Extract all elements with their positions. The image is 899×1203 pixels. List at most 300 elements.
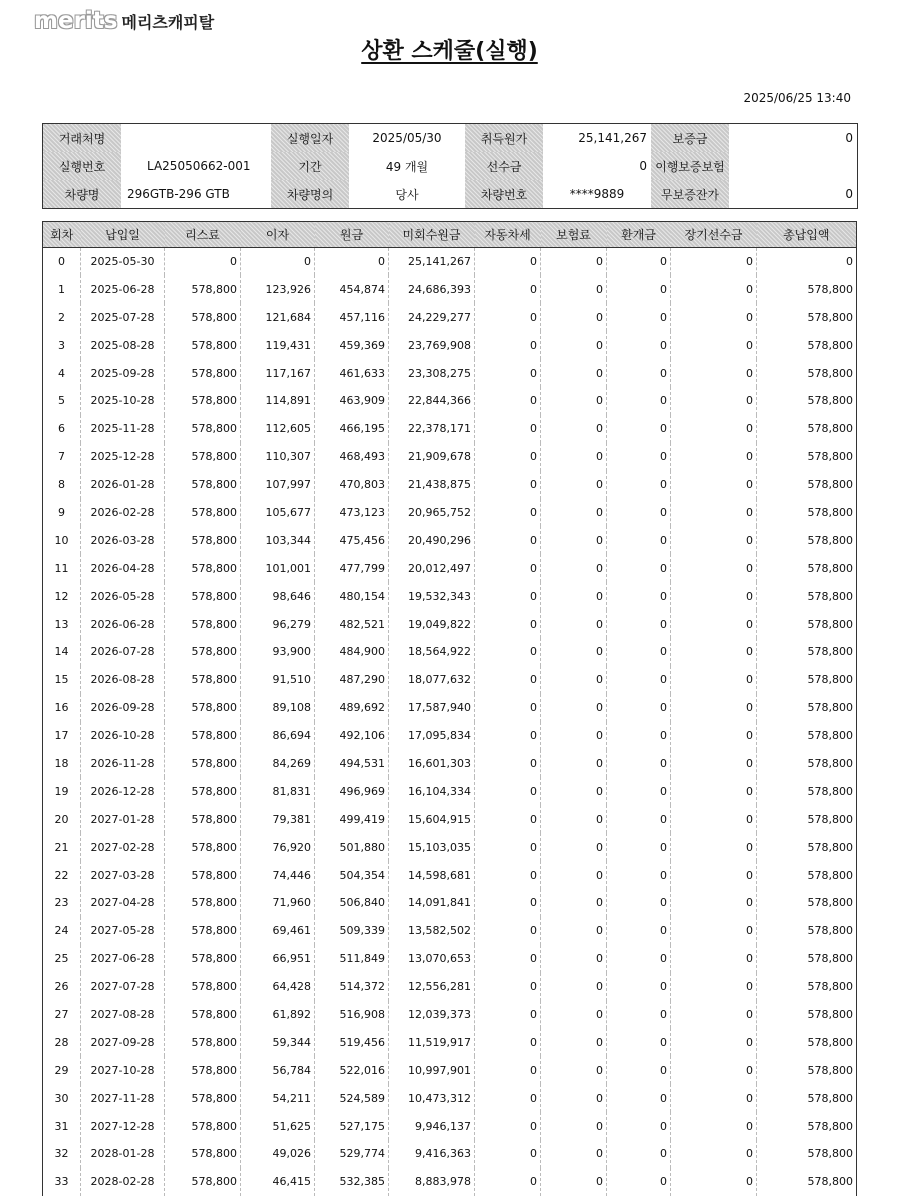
cell-pay-date: 2025-09-28 bbox=[81, 359, 165, 387]
cell-long-term-advance: 0 bbox=[671, 973, 757, 1001]
cell-outstanding: 10,997,901 bbox=[389, 1056, 475, 1084]
cell-total-payment: 578,800 bbox=[807, 729, 853, 743]
cell-round: 10 bbox=[43, 526, 81, 554]
cell-round: 28 bbox=[43, 1028, 81, 1056]
cell-pay-date: 2027-05-28 bbox=[81, 917, 165, 945]
cell-round: 11 bbox=[43, 554, 81, 582]
col-header-principal: 원금 bbox=[315, 222, 389, 248]
cell-total-payment: 578,800 bbox=[807, 1091, 853, 1105]
cell-long-term-advance: 0 bbox=[671, 861, 757, 889]
cell-refund: 0 bbox=[607, 415, 671, 443]
table-row bbox=[43, 1084, 857, 1112]
cell-interest: 81,831 bbox=[241, 777, 315, 805]
value-term: 49 개월 bbox=[385, 159, 429, 174]
schedule-body bbox=[43, 248, 857, 1196]
table-row bbox=[43, 1168, 857, 1196]
cell-long-term-advance: 0 bbox=[671, 1084, 757, 1112]
cell-outstanding: 24,229,277 bbox=[389, 303, 475, 331]
cell-refund: 0 bbox=[607, 861, 671, 889]
cell-lease-fee: 578,800 bbox=[165, 303, 241, 331]
cell-refund: 0 bbox=[607, 694, 671, 722]
contract-info-block bbox=[42, 123, 858, 209]
table-row bbox=[43, 638, 857, 666]
cell-outstanding: 16,601,303 bbox=[389, 750, 475, 778]
cell-long-term-advance: 0 bbox=[671, 1056, 757, 1084]
cell-car-tax: 0 bbox=[475, 1028, 541, 1056]
cell-round: 9 bbox=[43, 499, 81, 527]
table-row bbox=[43, 722, 857, 750]
cell-interest: 71,960 bbox=[241, 889, 315, 917]
cell-car-tax: 0 bbox=[475, 722, 541, 750]
cell-round: 8 bbox=[43, 471, 81, 499]
cell-lease-fee: 578,800 bbox=[165, 722, 241, 750]
cell-round: 23 bbox=[43, 889, 81, 917]
cell-interest: 91,510 bbox=[241, 666, 315, 694]
cell-interest: 66,951 bbox=[241, 945, 315, 973]
cell-refund: 0 bbox=[607, 471, 671, 499]
cell-principal: 509,339 bbox=[315, 917, 389, 945]
cell-principal: 532,385 bbox=[315, 1168, 389, 1196]
cell-interest: 114,891 bbox=[241, 387, 315, 415]
table-row bbox=[43, 1140, 857, 1168]
table-row bbox=[43, 973, 857, 1001]
cell-long-term-advance: 0 bbox=[671, 499, 757, 527]
value-exec-date: 2025/05/30 bbox=[372, 131, 442, 145]
cell-refund: 0 bbox=[607, 331, 671, 359]
cell-outstanding: 11,519,917 bbox=[389, 1028, 475, 1056]
cell-interest: 101,001 bbox=[241, 554, 315, 582]
cell-refund: 0 bbox=[607, 1001, 671, 1029]
cell-long-term-advance: 0 bbox=[671, 331, 757, 359]
cell-insurance: 0 bbox=[541, 973, 607, 1001]
cell-outstanding: 17,095,834 bbox=[389, 722, 475, 750]
cell-refund: 0 bbox=[607, 722, 671, 750]
cell-lease-fee: 578,800 bbox=[165, 471, 241, 499]
cell-pay-date: 2026-08-28 bbox=[81, 666, 165, 694]
cell-pay-date: 2026-05-28 bbox=[81, 582, 165, 610]
cell-pay-date: 2027-03-28 bbox=[81, 861, 165, 889]
repayment-schedule-table bbox=[42, 221, 857, 1196]
table-row bbox=[43, 945, 857, 973]
cell-interest: 64,428 bbox=[241, 973, 315, 1001]
label-vehicle-owner: 차량명의 bbox=[271, 180, 349, 208]
cell-lease-fee: 578,800 bbox=[165, 387, 241, 415]
cell-total-payment: 578,800 bbox=[807, 784, 853, 798]
cell-long-term-advance: 0 bbox=[671, 666, 757, 694]
cell-lease-fee: 578,800 bbox=[165, 415, 241, 443]
cell-interest: 69,461 bbox=[241, 917, 315, 945]
table-row bbox=[43, 248, 857, 276]
cell-insurance: 0 bbox=[541, 666, 607, 694]
cell-interest: 49,026 bbox=[241, 1140, 315, 1168]
cell-insurance: 0 bbox=[541, 1112, 607, 1140]
value-acq-price: 25,141,267 bbox=[578, 131, 647, 145]
cell-car-tax: 0 bbox=[475, 443, 541, 471]
cell-insurance: 0 bbox=[541, 387, 607, 415]
cell-principal: 522,016 bbox=[315, 1056, 389, 1084]
table-row bbox=[43, 861, 857, 889]
cell-total-payment: 578,800 bbox=[807, 1007, 853, 1021]
cell-insurance: 0 bbox=[541, 805, 607, 833]
page-title: 상환 스케줄(실행) bbox=[361, 39, 538, 64]
cell-insurance: 0 bbox=[541, 554, 607, 582]
cell-pay-date: 2026-03-28 bbox=[81, 526, 165, 554]
cell-long-term-advance: 0 bbox=[671, 1168, 757, 1196]
cell-long-term-advance: 0 bbox=[671, 1112, 757, 1140]
cell-principal: 459,369 bbox=[315, 331, 389, 359]
cell-pay-date: 2027-10-28 bbox=[81, 1056, 165, 1084]
cell-outstanding: 21,438,875 bbox=[389, 471, 475, 499]
col-header-refund: 환개금 bbox=[607, 222, 671, 248]
label-acq-price: 취득원가 bbox=[465, 124, 543, 152]
cell-outstanding: 17,587,940 bbox=[389, 694, 475, 722]
cell-car-tax: 0 bbox=[475, 945, 541, 973]
cell-principal: 482,521 bbox=[315, 610, 389, 638]
cell-principal: 466,195 bbox=[315, 415, 389, 443]
printed-timestamp: 2025/06/25 13:40 bbox=[743, 91, 851, 105]
cell-total-payment: 578,800 bbox=[807, 980, 853, 994]
cell-outstanding: 8,883,978 bbox=[389, 1168, 475, 1196]
cell-principal: 501,880 bbox=[315, 833, 389, 861]
cell-outstanding: 10,473,312 bbox=[389, 1084, 475, 1112]
cell-outstanding: 20,965,752 bbox=[389, 499, 475, 527]
cell-total-payment: 578,800 bbox=[807, 282, 853, 296]
cell-car-tax: 0 bbox=[475, 1001, 541, 1029]
value-residual-guarantee: 0 bbox=[845, 187, 853, 201]
cell-lease-fee: 578,800 bbox=[165, 750, 241, 778]
cell-car-tax: 0 bbox=[475, 973, 541, 1001]
label-customer: 거래처명 bbox=[43, 124, 121, 152]
cell-long-term-advance: 0 bbox=[671, 777, 757, 805]
cell-total-payment: 578,800 bbox=[807, 812, 853, 826]
cell-insurance: 0 bbox=[541, 750, 607, 778]
cell-insurance: 0 bbox=[541, 415, 607, 443]
cell-total-payment: 578,800 bbox=[807, 478, 853, 492]
cell-outstanding: 18,077,632 bbox=[389, 666, 475, 694]
cell-lease-fee: 578,800 bbox=[165, 889, 241, 917]
cell-lease-fee: 578,800 bbox=[165, 861, 241, 889]
cell-outstanding: 19,049,822 bbox=[389, 610, 475, 638]
cell-insurance: 0 bbox=[541, 722, 607, 750]
cell-long-term-advance: 0 bbox=[671, 1140, 757, 1168]
cell-principal: 514,372 bbox=[315, 973, 389, 1001]
cell-round: 31 bbox=[43, 1112, 81, 1140]
label-advance: 선수금 bbox=[465, 152, 543, 180]
table-row bbox=[43, 582, 857, 610]
cell-total-payment: 578,800 bbox=[807, 924, 853, 938]
value-exec-no: LA25050662-001 bbox=[147, 159, 251, 173]
cell-insurance: 0 bbox=[541, 1140, 607, 1168]
cell-principal: 511,849 bbox=[315, 945, 389, 973]
cell-round: 18 bbox=[43, 750, 81, 778]
cell-outstanding: 23,769,908 bbox=[389, 331, 475, 359]
cell-outstanding: 19,532,343 bbox=[389, 582, 475, 610]
cell-total-payment: 578,800 bbox=[807, 701, 853, 715]
cell-refund: 0 bbox=[607, 1112, 671, 1140]
cell-round: 32 bbox=[43, 1140, 81, 1168]
cell-insurance: 0 bbox=[541, 833, 607, 861]
cell-long-term-advance: 0 bbox=[671, 833, 757, 861]
cell-round: 24 bbox=[43, 917, 81, 945]
cell-interest: 51,625 bbox=[241, 1112, 315, 1140]
cell-principal: 496,969 bbox=[315, 777, 389, 805]
cell-insurance: 0 bbox=[541, 526, 607, 554]
cell-total-payment: 578,800 bbox=[807, 561, 853, 575]
cell-total-payment: 578,800 bbox=[807, 756, 853, 770]
cell-total-payment: 578,800 bbox=[807, 533, 853, 547]
company-name: 메리츠캐피탈 bbox=[121, 13, 215, 32]
cell-principal: 527,175 bbox=[315, 1112, 389, 1140]
cell-pay-date: 2026-02-28 bbox=[81, 499, 165, 527]
cell-car-tax: 0 bbox=[475, 471, 541, 499]
cell-interest: 105,677 bbox=[241, 499, 315, 527]
cell-outstanding: 18,564,922 bbox=[389, 638, 475, 666]
table-row bbox=[43, 303, 857, 331]
cell-pay-date: 2026-12-28 bbox=[81, 777, 165, 805]
cell-outstanding: 16,104,334 bbox=[389, 777, 475, 805]
cell-insurance: 0 bbox=[541, 331, 607, 359]
cell-lease-fee: 578,800 bbox=[165, 443, 241, 471]
cell-lease-fee: 578,800 bbox=[165, 1140, 241, 1168]
cell-refund: 0 bbox=[607, 917, 671, 945]
cell-refund: 0 bbox=[607, 610, 671, 638]
cell-principal: 494,531 bbox=[315, 750, 389, 778]
cell-long-term-advance: 0 bbox=[671, 387, 757, 415]
cell-lease-fee: 0 bbox=[165, 248, 241, 276]
cell-insurance: 0 bbox=[541, 889, 607, 917]
cell-pay-date: 2025-05-30 bbox=[81, 248, 165, 276]
cell-long-term-advance: 0 bbox=[671, 275, 757, 303]
cell-interest: 123,926 bbox=[241, 275, 315, 303]
cell-pay-date: 2028-02-28 bbox=[81, 1168, 165, 1196]
cell-pay-date: 2027-01-28 bbox=[81, 805, 165, 833]
table-row bbox=[43, 499, 857, 527]
cell-lease-fee: 578,800 bbox=[165, 1001, 241, 1029]
cell-insurance: 0 bbox=[541, 945, 607, 973]
cell-round: 6 bbox=[43, 415, 81, 443]
cell-total-payment: 578,800 bbox=[807, 1063, 853, 1077]
cell-insurance: 0 bbox=[541, 694, 607, 722]
value-advance: 0 bbox=[639, 159, 647, 173]
cell-interest: 76,920 bbox=[241, 833, 315, 861]
cell-long-term-advance: 0 bbox=[671, 1028, 757, 1056]
cell-lease-fee: 578,800 bbox=[165, 1028, 241, 1056]
cell-round: 21 bbox=[43, 833, 81, 861]
col-header-long-term-advance: 장기선수금 bbox=[671, 222, 757, 248]
cell-principal: 470,803 bbox=[315, 471, 389, 499]
cell-car-tax: 0 bbox=[475, 248, 541, 276]
cell-pay-date: 2025-06-28 bbox=[81, 275, 165, 303]
cell-outstanding: 14,091,841 bbox=[389, 889, 475, 917]
table-row bbox=[43, 1112, 857, 1140]
cell-interest: 54,211 bbox=[241, 1084, 315, 1112]
cell-total-payment: 578,800 bbox=[807, 338, 853, 352]
table-row bbox=[43, 777, 857, 805]
cell-interest: 61,892 bbox=[241, 1001, 315, 1029]
cell-lease-fee: 578,800 bbox=[165, 554, 241, 582]
cell-outstanding: 12,039,373 bbox=[389, 1001, 475, 1029]
cell-pay-date: 2027-08-28 bbox=[81, 1001, 165, 1029]
cell-lease-fee: 578,800 bbox=[165, 1084, 241, 1112]
cell-pay-date: 2025-07-28 bbox=[81, 303, 165, 331]
cell-long-term-advance: 0 bbox=[671, 694, 757, 722]
cell-car-tax: 0 bbox=[475, 610, 541, 638]
cell-outstanding: 12,556,281 bbox=[389, 973, 475, 1001]
cell-total-payment: 578,800 bbox=[807, 645, 853, 659]
cell-lease-fee: 578,800 bbox=[165, 1112, 241, 1140]
cell-total-payment: 578,800 bbox=[807, 1119, 853, 1133]
cell-principal: 519,456 bbox=[315, 1028, 389, 1056]
cell-round: 5 bbox=[43, 387, 81, 415]
cell-long-term-advance: 0 bbox=[671, 610, 757, 638]
cell-total-payment: 578,800 bbox=[807, 310, 853, 324]
cell-insurance: 0 bbox=[541, 917, 607, 945]
cell-round: 17 bbox=[43, 722, 81, 750]
cell-pay-date: 2028-01-28 bbox=[81, 1140, 165, 1168]
cell-total-payment: 578,800 bbox=[807, 868, 853, 882]
cell-outstanding: 25,141,267 bbox=[389, 248, 475, 276]
cell-refund: 0 bbox=[607, 666, 671, 694]
cell-long-term-advance: 0 bbox=[671, 471, 757, 499]
cell-refund: 0 bbox=[607, 359, 671, 387]
cell-interest: 110,307 bbox=[241, 443, 315, 471]
cell-long-term-advance: 0 bbox=[671, 889, 757, 917]
cell-outstanding: 15,103,035 bbox=[389, 833, 475, 861]
cell-car-tax: 0 bbox=[475, 554, 541, 582]
cell-round: 33 bbox=[43, 1168, 81, 1196]
label-performance-insurance: 이행보증보험 bbox=[651, 152, 729, 180]
cell-long-term-advance: 0 bbox=[671, 1001, 757, 1029]
cell-insurance: 0 bbox=[541, 610, 607, 638]
cell-interest: 98,646 bbox=[241, 582, 315, 610]
cell-principal: 473,123 bbox=[315, 499, 389, 527]
cell-interest: 79,381 bbox=[241, 805, 315, 833]
cell-round: 22 bbox=[43, 861, 81, 889]
cell-principal: 487,290 bbox=[315, 666, 389, 694]
cell-principal: 529,774 bbox=[315, 1140, 389, 1168]
cell-lease-fee: 578,800 bbox=[165, 666, 241, 694]
cell-round: 29 bbox=[43, 1056, 81, 1084]
cell-refund: 0 bbox=[607, 750, 671, 778]
cell-refund: 0 bbox=[607, 638, 671, 666]
col-header-round: 회차 bbox=[43, 222, 81, 248]
cell-total-payment: 578,800 bbox=[807, 366, 853, 380]
value-deposit: 0 bbox=[845, 131, 853, 145]
cell-long-term-advance: 0 bbox=[671, 248, 757, 276]
cell-lease-fee: 578,800 bbox=[165, 833, 241, 861]
value-vehicle-no: ****9889 bbox=[569, 187, 625, 201]
cell-principal: 468,493 bbox=[315, 443, 389, 471]
cell-round: 25 bbox=[43, 945, 81, 973]
table-row bbox=[43, 889, 857, 917]
cell-long-term-advance: 0 bbox=[671, 415, 757, 443]
cell-principal: 457,116 bbox=[315, 303, 389, 331]
cell-insurance: 0 bbox=[541, 248, 607, 276]
cell-insurance: 0 bbox=[541, 1084, 607, 1112]
cell-outstanding: 9,416,363 bbox=[389, 1140, 475, 1168]
cell-lease-fee: 578,800 bbox=[165, 526, 241, 554]
cell-lease-fee: 578,800 bbox=[165, 945, 241, 973]
cell-principal: 480,154 bbox=[315, 582, 389, 610]
cell-total-payment: 578,800 bbox=[807, 840, 853, 854]
cell-car-tax: 0 bbox=[475, 415, 541, 443]
cell-car-tax: 0 bbox=[475, 359, 541, 387]
cell-outstanding: 13,582,502 bbox=[389, 917, 475, 945]
cell-round: 16 bbox=[43, 694, 81, 722]
table-row bbox=[43, 526, 857, 554]
table-row bbox=[43, 666, 857, 694]
cell-refund: 0 bbox=[607, 443, 671, 471]
cell-lease-fee: 578,800 bbox=[165, 499, 241, 527]
cell-round: 26 bbox=[43, 973, 81, 1001]
cell-lease-fee: 578,800 bbox=[165, 917, 241, 945]
cell-pay-date: 2026-04-28 bbox=[81, 554, 165, 582]
cell-interest: 119,431 bbox=[241, 331, 315, 359]
cell-interest: 0 bbox=[241, 248, 315, 276]
cell-outstanding: 21,909,678 bbox=[389, 443, 475, 471]
label-exec-no: 실행번호 bbox=[43, 152, 121, 180]
cell-total-payment: 578,800 bbox=[807, 422, 853, 436]
cell-car-tax: 0 bbox=[475, 694, 541, 722]
cell-interest: 96,279 bbox=[241, 610, 315, 638]
cell-pay-date: 2027-09-28 bbox=[81, 1028, 165, 1056]
cell-refund: 0 bbox=[607, 526, 671, 554]
value-customer bbox=[121, 124, 271, 152]
cell-principal: 0 bbox=[315, 248, 389, 276]
table-row bbox=[43, 359, 857, 387]
cell-pay-date: 2027-11-28 bbox=[81, 1084, 165, 1112]
cell-round: 15 bbox=[43, 666, 81, 694]
cell-principal: 489,692 bbox=[315, 694, 389, 722]
cell-refund: 0 bbox=[607, 777, 671, 805]
cell-car-tax: 0 bbox=[475, 917, 541, 945]
cell-total-payment: 0 bbox=[846, 255, 853, 269]
cell-refund: 0 bbox=[607, 973, 671, 1001]
cell-car-tax: 0 bbox=[475, 833, 541, 861]
cell-pay-date: 2026-06-28 bbox=[81, 610, 165, 638]
cell-total-payment: 578,800 bbox=[807, 450, 853, 464]
cell-refund: 0 bbox=[607, 889, 671, 917]
cell-pay-date: 2026-01-28 bbox=[81, 471, 165, 499]
label-deposit: 보증금 bbox=[651, 124, 729, 152]
cell-round: 27 bbox=[43, 1001, 81, 1029]
cell-insurance: 0 bbox=[541, 1168, 607, 1196]
cell-insurance: 0 bbox=[541, 359, 607, 387]
cell-refund: 0 bbox=[607, 945, 671, 973]
col-header-car-tax: 자동차세 bbox=[475, 222, 541, 248]
cell-outstanding: 22,844,366 bbox=[389, 387, 475, 415]
cell-car-tax: 0 bbox=[475, 666, 541, 694]
cell-total-payment: 578,800 bbox=[807, 1147, 853, 1161]
cell-refund: 0 bbox=[607, 805, 671, 833]
cell-interest: 84,269 bbox=[241, 750, 315, 778]
table-row bbox=[43, 805, 857, 833]
cell-lease-fee: 578,800 bbox=[165, 694, 241, 722]
cell-insurance: 0 bbox=[541, 582, 607, 610]
cell-lease-fee: 578,800 bbox=[165, 1168, 241, 1196]
cell-insurance: 0 bbox=[541, 638, 607, 666]
label-exec-date: 실행일자 bbox=[271, 124, 349, 152]
cell-interest: 46,415 bbox=[241, 1168, 315, 1196]
cell-pay-date: 2025-12-28 bbox=[81, 443, 165, 471]
cell-total-payment: 578,800 bbox=[807, 617, 853, 631]
cell-refund: 0 bbox=[607, 582, 671, 610]
value-vehicle-name: 296GTB-296 GTB bbox=[127, 187, 230, 201]
cell-car-tax: 0 bbox=[475, 750, 541, 778]
cell-refund: 0 bbox=[607, 303, 671, 331]
cell-outstanding: 9,946,137 bbox=[389, 1112, 475, 1140]
cell-car-tax: 0 bbox=[475, 1140, 541, 1168]
